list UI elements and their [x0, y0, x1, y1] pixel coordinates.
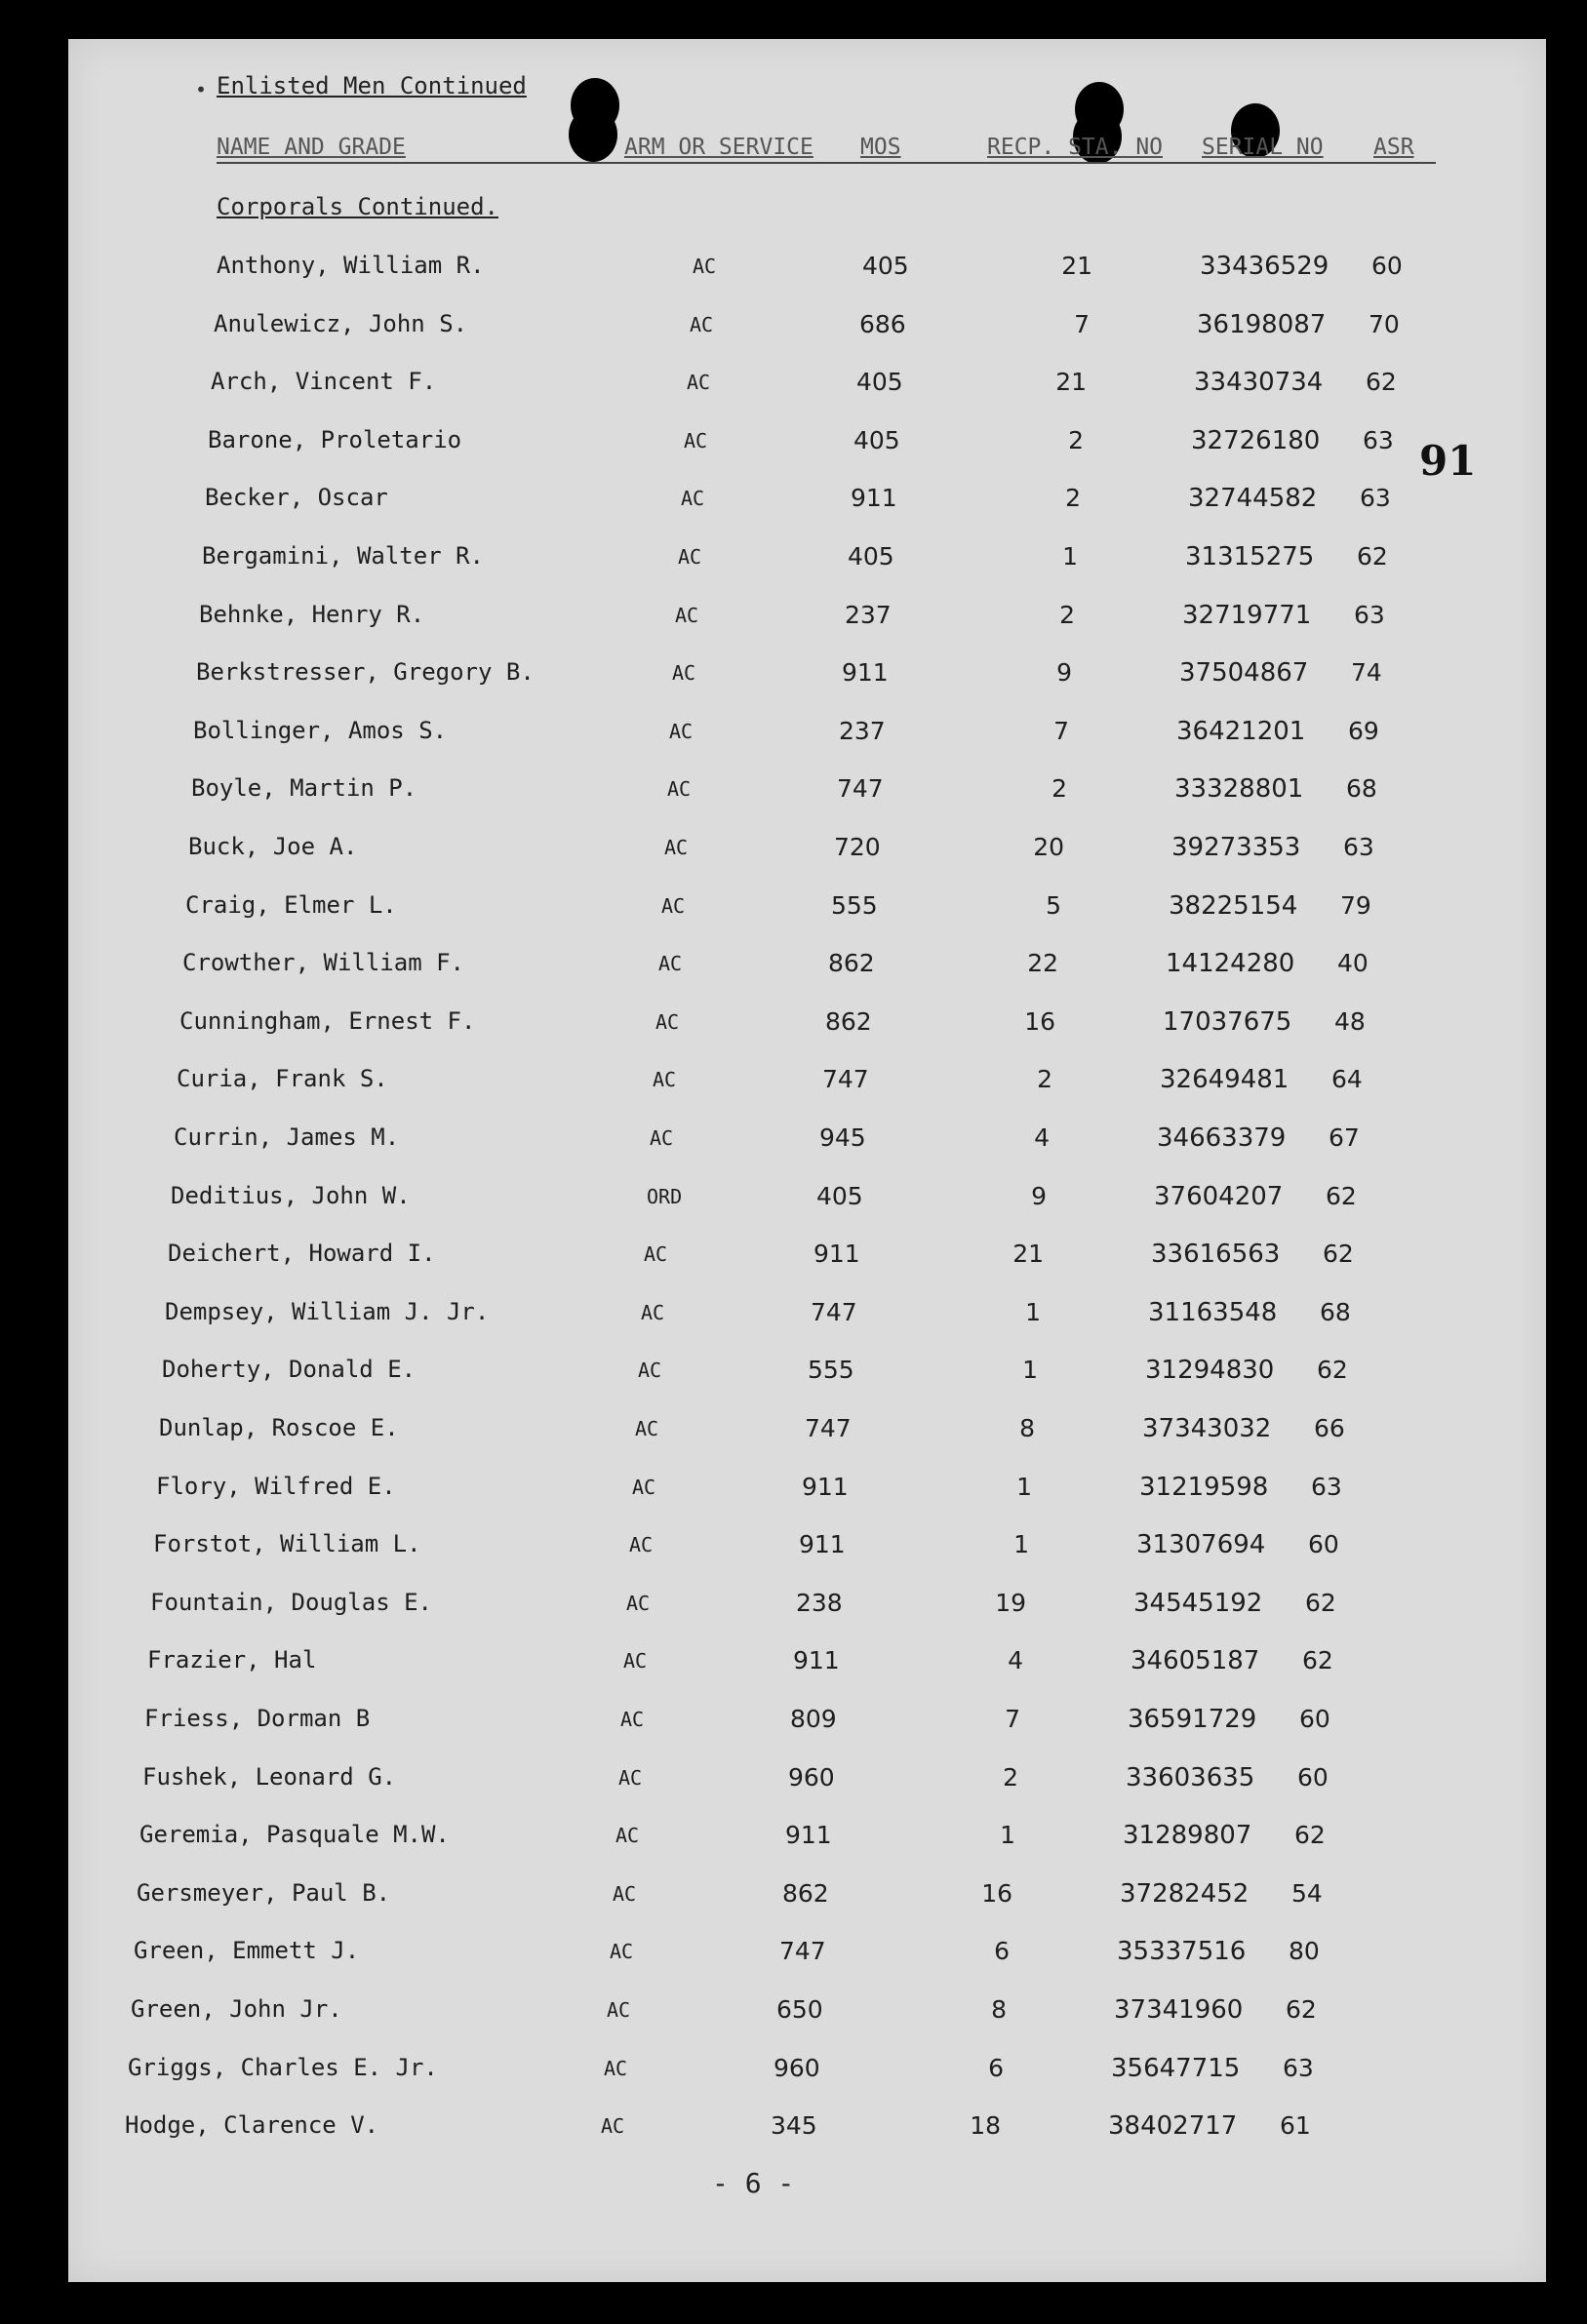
cell-station: 18: [970, 2111, 1001, 2141]
cell-serial: 37343032: [1142, 1414, 1272, 1443]
cell-mos: 911: [793, 1646, 840, 1675]
cell-serial: 34605187: [1131, 1646, 1260, 1676]
cell-asr: 62: [1326, 1181, 1357, 1210]
cell-name: Becker, Oscar: [205, 484, 388, 512]
table-row: [0, 2111, 1587, 2150]
cell-station: 21: [1012, 1240, 1044, 1269]
cell-station: 1: [1013, 1530, 1029, 1559]
cell-mos: 686: [859, 309, 906, 338]
cell-asr: 80: [1289, 1937, 1320, 1966]
cell-name: Craig, Elmer L.: [185, 890, 397, 919]
cell-arm: AC: [618, 1765, 643, 1790]
table-row: [0, 426, 1587, 465]
table-row: [0, 310, 1587, 349]
table-row: [0, 1879, 1587, 1918]
cell-arm: AC: [620, 1708, 645, 1731]
cell-station: 9: [1031, 1181, 1047, 1210]
cell-asr: 54: [1291, 1878, 1323, 1908]
cell-name: Berkstresser, Gregory B.: [196, 658, 535, 687]
cell-arm: AC: [678, 545, 702, 569]
cell-station: 2: [1003, 1762, 1018, 1792]
cell-serial: 37504867: [1179, 658, 1309, 689]
cell-arm: AC: [641, 1300, 665, 1324]
table-row: [0, 1473, 1587, 1512]
cell-name: Dempsey, William J. Jr.: [165, 1297, 490, 1325]
cell-station: 8: [1019, 1414, 1035, 1442]
cell-mos: 405: [853, 425, 900, 454]
margin-stamp: 91: [1419, 437, 1477, 485]
cell-name: Green, John Jr.: [131, 1995, 342, 2023]
cell-station: 7: [1005, 1705, 1020, 1733]
cell-name: Gersmeyer, Paul B.: [137, 1878, 391, 1907]
table-row: [0, 1007, 1587, 1046]
cell-name: Anthony, William R.: [217, 252, 485, 279]
cell-mos: 809: [790, 1705, 837, 1733]
section-title: Enlisted Men Continued: [217, 72, 527, 99]
cell-serial: 14124280: [1166, 949, 1295, 979]
column-header-asr: ASR: [1373, 135, 1414, 160]
cell-station: 6: [994, 1937, 1010, 1966]
table-row: [0, 1821, 1587, 1860]
cell-serial: 33436529: [1200, 252, 1329, 281]
cell-serial: 31289807: [1123, 1821, 1252, 1851]
cell-arm: AC: [681, 487, 705, 511]
cell-serial: 31315275: [1185, 542, 1315, 571]
cell-mos: 862: [828, 949, 875, 978]
table-row: [0, 542, 1587, 581]
cell-mos: 911: [802, 1472, 849, 1501]
column-header-serial: SERIAL NO: [1202, 135, 1324, 160]
cell-serial: 31294830: [1145, 1356, 1275, 1386]
cell-name: Fushek, Leonard G.: [142, 1762, 397, 1791]
cell-arm: AC: [687, 371, 711, 395]
cell-serial: 33430734: [1194, 368, 1324, 398]
cell-serial: 38225154: [1169, 890, 1298, 921]
cell-serial: 31219598: [1139, 1472, 1269, 1502]
cell-serial: 36591729: [1128, 1705, 1257, 1734]
cell-station: 2: [1051, 774, 1067, 804]
table-row: [0, 833, 1587, 872]
cell-arm: AC: [635, 1417, 659, 1440]
cell-arm: AC: [638, 1359, 662, 1383]
table-row: [0, 949, 1587, 988]
cell-serial: 33616563: [1151, 1240, 1281, 1270]
cell-arm: AC: [607, 1998, 631, 2022]
cell-serial: 34663379: [1157, 1123, 1287, 1153]
cell-asr: 66: [1314, 1414, 1345, 1442]
cell-arm: AC: [661, 893, 686, 918]
cell-mos: 405: [856, 368, 903, 397]
cell-arm: AC: [690, 312, 714, 336]
cell-name: Hodge, Clarence V.: [125, 2111, 379, 2140]
cell-serial: 38402717: [1108, 2111, 1238, 2142]
cell-name: Crowther, William F.: [182, 949, 464, 977]
table-row: [0, 1937, 1587, 1976]
cell-serial: 34545192: [1133, 1588, 1263, 1618]
cell-name: Doherty, Donald E.: [162, 1356, 417, 1384]
cell-arm: AC: [664, 836, 689, 859]
cell-mos: 911: [785, 1821, 832, 1850]
column-header-station: RECP. STA. NO: [987, 135, 1164, 160]
cell-name: Boyle, Martin P.: [191, 774, 417, 803]
cell-mos: 747: [811, 1297, 857, 1326]
cell-name: Deichert, Howard I.: [168, 1240, 436, 1268]
cell-serial: 17037675: [1163, 1006, 1292, 1037]
table-row: [0, 1995, 1587, 2034]
cell-mos: 555: [808, 1356, 854, 1385]
cell-arm: AC: [623, 1649, 648, 1674]
cell-mos: 405: [848, 542, 894, 571]
table-row: [0, 1530, 1587, 1569]
cell-arm: AC: [672, 661, 696, 686]
cell-asr: 62: [1305, 1588, 1336, 1617]
table-row: [0, 1589, 1587, 1628]
cell-serial: 32744582: [1188, 484, 1318, 514]
cell-arm: ORD: [647, 1184, 683, 1208]
cell-name: Geremia, Pasquale M.W.: [139, 1821, 450, 1849]
cell-station: 22: [1027, 949, 1058, 978]
column-header-arm: ARM OR SERVICE: [624, 135, 813, 160]
table-row: [0, 1356, 1587, 1395]
cell-asr: 63: [1283, 2053, 1314, 2082]
table-row: [0, 1240, 1587, 1279]
cell-station: 19: [995, 1588, 1026, 1617]
table-row: [0, 658, 1587, 697]
cell-arm: AC: [675, 603, 699, 627]
cell-asr: 60: [1297, 1762, 1329, 1792]
cell-mos: 747: [837, 774, 884, 804]
cell-mos: 238: [796, 1588, 843, 1617]
cell-mos: 911: [842, 658, 889, 688]
cell-asr: 63: [1311, 1472, 1342, 1501]
cell-mos: 862: [782, 1878, 829, 1908]
cell-name: Green, Emmett J.: [134, 1937, 360, 1965]
cell-mos: 960: [774, 2053, 820, 2082]
cell-arm: AC: [658, 952, 683, 976]
column-header-mos: MOS: [860, 135, 901, 160]
table-row: [0, 1065, 1587, 1104]
table-row: [0, 1298, 1587, 1337]
cell-station: 4: [1008, 1646, 1023, 1675]
cell-name: Bollinger, Amos S.: [193, 716, 448, 744]
cell-arm: AC: [629, 1533, 654, 1557]
table-row: [0, 368, 1587, 407]
cell-mos: 747: [822, 1065, 869, 1094]
cell-serial: 37341960: [1114, 1995, 1244, 2025]
cell-asr: 60: [1308, 1530, 1339, 1559]
cell-name: Arch, Vincent F.: [211, 368, 437, 396]
cell-station: 1: [1022, 1356, 1038, 1385]
table-row: [0, 1763, 1587, 1802]
cell-arm: AC: [610, 1940, 634, 1964]
cell-mos: 945: [819, 1123, 866, 1152]
cell-asr: 62: [1366, 368, 1397, 397]
column-header-name: NAME AND GRADE: [217, 135, 406, 160]
cell-arm: AC: [667, 777, 692, 802]
cell-mos: 862: [825, 1006, 872, 1036]
cell-asr: 70: [1369, 309, 1400, 338]
table-row: [0, 1182, 1587, 1221]
cell-serial: 33603635: [1126, 1762, 1255, 1792]
cell-mos: 747: [805, 1414, 852, 1442]
cell-asr: 79: [1340, 890, 1371, 920]
cell-serial: 32719771: [1182, 600, 1312, 630]
table-row: [0, 484, 1587, 523]
cell-mos: 650: [776, 1995, 823, 2024]
cell-station: 7: [1074, 309, 1090, 338]
cell-name: Buck, Joe A.: [188, 833, 358, 860]
cell-station: 2: [1065, 484, 1081, 513]
cell-asr: 61: [1280, 2111, 1311, 2141]
cell-mos: 555: [831, 890, 878, 920]
cell-name: Griggs, Charles E. Jr.: [128, 2053, 438, 2081]
cell-name: Friess, Dorman B: [144, 1705, 371, 1732]
cell-name: Bergamini, Walter R.: [202, 542, 484, 570]
cell-arm: AC: [693, 255, 717, 278]
cell-station: 4: [1034, 1123, 1050, 1152]
table-row: [0, 774, 1587, 813]
bullet-mark: •: [195, 78, 208, 101]
cell-arm: AC: [601, 2114, 625, 2139]
cell-station: 2: [1037, 1065, 1052, 1094]
cell-station: 20: [1033, 833, 1064, 861]
cell-asr: 63: [1354, 600, 1385, 629]
cell-asr: 68: [1346, 774, 1377, 804]
cell-asr: 62: [1302, 1646, 1333, 1675]
cell-station: 8: [991, 1995, 1007, 2024]
table-row: [0, 717, 1587, 756]
table-row: [0, 1414, 1587, 1453]
cell-asr: 74: [1351, 658, 1382, 688]
cell-station: 2: [1059, 600, 1075, 629]
cell-asr: 63: [1360, 484, 1391, 513]
cell-serial: 35647715: [1111, 2053, 1241, 2083]
table-row: [0, 891, 1587, 930]
table-row: [0, 601, 1587, 640]
cell-name: Dunlap, Roscoe E.: [159, 1414, 399, 1441]
cell-station: 5: [1046, 890, 1061, 920]
cell-name: Deditius, John W.: [171, 1181, 411, 1209]
cell-arm: AC: [669, 719, 694, 743]
page-number: - 6 -: [712, 2167, 795, 2199]
cell-asr: 62: [1294, 1821, 1326, 1850]
cell-name: Frazier, Hal: [147, 1646, 317, 1674]
cell-serial: 32726180: [1191, 425, 1321, 455]
table-row: [0, 1123, 1587, 1162]
table-row: [0, 1646, 1587, 1685]
cell-mos: 911: [851, 484, 897, 513]
cell-asr: 62: [1357, 542, 1388, 571]
cell-name: Flory, Wilfred E.: [156, 1472, 396, 1500]
table-row: [0, 1705, 1587, 1744]
cell-name: Anulewicz, John S.: [214, 309, 468, 337]
cell-station: 16: [1024, 1006, 1055, 1036]
subsection-title: Corporals Continued.: [217, 193, 498, 220]
cell-asr: 64: [1331, 1065, 1363, 1094]
cell-serial: 37282452: [1120, 1878, 1250, 1909]
cell-serial: 35337516: [1117, 1937, 1247, 1967]
cell-name: Barone, Proletario: [208, 425, 462, 453]
cell-serial: 36421201: [1176, 716, 1306, 746]
cell-asr: 62: [1317, 1356, 1348, 1385]
cell-mos: 345: [771, 2111, 817, 2141]
cell-serial: 32649481: [1160, 1065, 1289, 1095]
cell-station: 16: [981, 1878, 1012, 1908]
cell-name: Forstot, William L.: [153, 1530, 421, 1558]
cell-mos: 720: [834, 833, 881, 861]
cell-serial: 37604207: [1154, 1181, 1284, 1211]
cell-arm: AC: [626, 1591, 651, 1615]
cell-mos: 911: [799, 1530, 846, 1559]
cell-name: Cunningham, Ernest F.: [179, 1006, 476, 1035]
cell-station: 6: [988, 2053, 1004, 2082]
cell-arm: AC: [644, 1242, 668, 1267]
cell-arm: AC: [604, 2056, 628, 2080]
cell-serial: 31163548: [1148, 1297, 1278, 1327]
cell-name: Currin, James M.: [174, 1123, 400, 1151]
cell-mos: 747: [779, 1937, 826, 1966]
cell-serial: 31307694: [1136, 1530, 1266, 1560]
cell-mos: 405: [816, 1181, 863, 1210]
cell-name: Curia, Frank S.: [177, 1065, 388, 1093]
cell-asr: 63: [1343, 833, 1374, 861]
cell-serial: 36198087: [1197, 309, 1327, 339]
cell-station: 2: [1068, 425, 1084, 454]
cell-asr: 68: [1320, 1297, 1351, 1326]
cell-station: 1: [1016, 1472, 1032, 1501]
cell-asr: 63: [1363, 425, 1394, 454]
cell-asr: 67: [1329, 1123, 1360, 1152]
cell-arm: AC: [613, 1881, 637, 1906]
cell-mos: 237: [845, 600, 892, 629]
cell-arm: AC: [650, 1126, 674, 1150]
cell-asr: 60: [1371, 252, 1403, 280]
cell-mos: 237: [839, 716, 886, 745]
cell-asr: 48: [1334, 1006, 1366, 1036]
cell-station: 7: [1053, 716, 1069, 745]
cell-station: 1: [1062, 542, 1078, 571]
cell-name: Fountain, Douglas E.: [150, 1588, 432, 1616]
cell-serial: 33328801: [1174, 774, 1304, 805]
cell-station: 1: [1000, 1821, 1015, 1850]
cell-name: Behnke, Henry R.: [199, 600, 425, 628]
cell-arm: AC: [684, 428, 708, 453]
cell-asr: 60: [1299, 1705, 1330, 1733]
cell-serial: 39273353: [1171, 833, 1301, 862]
table-row: [0, 252, 1587, 291]
cell-arm: AC: [655, 1009, 680, 1034]
cell-mos: 960: [788, 1762, 835, 1792]
cell-asr: 62: [1323, 1240, 1354, 1269]
cell-mos: 405: [862, 252, 909, 280]
cell-arm: AC: [653, 1068, 677, 1092]
cell-asr: 62: [1286, 1995, 1317, 2024]
cell-station: 21: [1061, 252, 1092, 280]
cell-arm: AC: [615, 1824, 640, 1848]
cell-station: 1: [1025, 1297, 1041, 1326]
cell-station: 21: [1055, 368, 1087, 397]
cell-arm: AC: [632, 1475, 656, 1499]
table-row: [0, 2054, 1587, 2093]
cell-station: 9: [1056, 658, 1072, 688]
cell-asr: 69: [1348, 716, 1379, 745]
cell-mos: 911: [813, 1240, 860, 1269]
cell-asr: 40: [1337, 949, 1369, 978]
